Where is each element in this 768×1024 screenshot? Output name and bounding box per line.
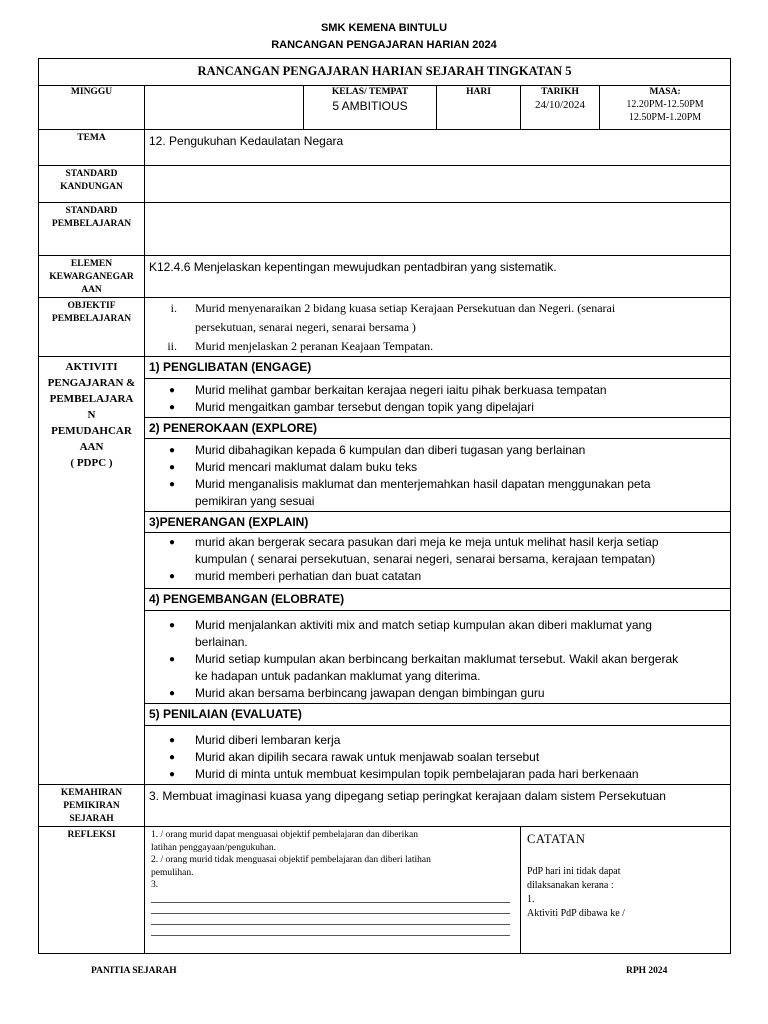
- minggu-value[interactable]: [145, 86, 304, 130]
- kelas-label: KELAS/ TEMPAT: [331, 87, 409, 97]
- writing-line: [151, 914, 510, 925]
- writing-line: [151, 892, 510, 903]
- aktiviti-label: AKTIVITI PENGAJARAN & PEMBELAJARA N PEMUDAHCAR AAN ( PDPC ): [39, 357, 145, 785]
- hari-label: HARI: [466, 87, 491, 97]
- elemen-kewarganegaraan-value[interactable]: K12.4.6 Menjelaskan kepentingan mewujudkan pentadbiran yang sistematik.: [145, 256, 731, 298]
- bullet-icon: ●: [168, 571, 176, 582]
- standard-pembelajaran-label: STANDARD PEMBELAJARAN: [39, 203, 145, 256]
- masa-label: MASA:: [649, 87, 681, 97]
- masa-value-1[interactable]: 12.20PM-12.50PM: [626, 99, 704, 110]
- list-item: ● Murid akan dipilih secara rawak untuk menjawab soalan tersebut: [149, 749, 726, 766]
- list-item: ● Murid dibahagikan kepada 6 kumpulan dan diberi tugasan yang berlainan: [149, 442, 726, 459]
- refleksi-value[interactable]: 1. / orang murid dapat menguasai objektif pembelajaran dan diberikan latihan penggayaan/pengukuhan. 2. / orang murid tidak menguasai objektif pembelajaran dan diberi latihan pemulihan. 3.: [145, 827, 521, 954]
- bullet-icon: ●: [168, 402, 176, 413]
- school-name: SMK KEMENA BINTULU: [320, 22, 448, 34]
- rph-table: [38, 58, 731, 954]
- standard-pembelajaran-value[interactable]: [145, 203, 731, 256]
- phase-elaborate-body: [145, 611, 731, 704]
- list-item: ● Murid diberi lembaran kerja: [149, 732, 726, 749]
- kelas-value[interactable]: 5 AMBITIOUS: [332, 99, 408, 113]
- bullet-icon: ●: [168, 462, 176, 473]
- phase-evaluate-body: [145, 726, 731, 785]
- list-item: ● Murid mencari maklumat dalam buku teks: [149, 459, 726, 476]
- list-item: ● Murid mengaitkan gambar tersebut dengan topik yang dipelajari: [149, 399, 726, 416]
- refleksi-label: REFLEKSI: [39, 827, 145, 954]
- bullet-icon: ●: [168, 620, 176, 631]
- bullet-icon: ●: [168, 769, 176, 780]
- objektif-label: OBJEKTIF PEMBELAJARAN: [39, 298, 145, 357]
- phase-explore-title: 2) PENEROKAAN (EXPLORE): [145, 418, 731, 439]
- phase-engage-body: [145, 379, 731, 418]
- elemen-kewarganegaraan-label: ELEMEN KEWARGANEGAR AAN: [39, 256, 145, 298]
- tarikh-value[interactable]: 24/10/2024: [534, 99, 586, 111]
- bullet-icon: ●: [168, 752, 176, 763]
- kemahiran-value[interactable]: 3. Membuat imaginasi kuasa yang dipegang setiap peringkat kerajaan dalam sistem Persekutuan: [145, 785, 731, 827]
- minggu-cell: [39, 86, 145, 130]
- kelas-cell: [304, 86, 437, 130]
- bullet-icon: ●: [168, 654, 176, 665]
- standard-kandungan-label: STANDARD KANDUNGAN: [39, 166, 145, 203]
- tarikh-label: TARIKH: [541, 87, 579, 97]
- footer-left: PANITIA SEJARAH: [91, 966, 177, 976]
- list-item: ● Murid melihat gambar berkaitan kerajaa negeri iaitu pihak berkuasa tempatan: [149, 382, 726, 399]
- standard-kandungan-value[interactable]: [145, 166, 731, 203]
- bullet-icon: ●: [168, 385, 176, 396]
- tema-value[interactable]: 12. Pengukuhan Kedaulatan Negara: [145, 130, 731, 166]
- bullet-icon: ●: [168, 688, 176, 699]
- list-item: ● Murid setiap kumpulan akan berbincang berkaitan maklumat tersebut. Wakil akan bergerak ke hadapan untuk padankan maklumat yang diterima.: [149, 651, 726, 685]
- list-item: ● murid akan bergerak secara pasukan dari meja ke meja untuk melihat hasil kerja setiap kumpulan ( senarai persekutuan, senarai negeri, senarai bersama, kerajaan tempatan): [149, 534, 726, 568]
- writing-line: [151, 903, 510, 914]
- phase-explore-body: [145, 439, 731, 512]
- kemahiran-label: KEMAHIRAN PEMIKIRAN SEJARAH: [39, 785, 145, 827]
- list-item: ● Murid menganalisis maklumat dan menterjemahkan hasil dapatan menggunakan peta pemikiran yang sesuai: [149, 476, 726, 510]
- bullet-icon: ●: [168, 735, 176, 746]
- catatan-body: PdP hari ini tidak dapat dilaksanakan kerana : 1. Aktiviti PdP dibawa ke /: [527, 866, 625, 919]
- hari-cell: [437, 86, 521, 130]
- phase-engage-title: 1) PENGLIBATAN (ENGAGE): [145, 357, 731, 379]
- list-item: ● Murid di minta untuk membuat kesimpulan topik pembelajaran pada hari berkenaan: [149, 766, 726, 783]
- catatan-title: CATATAN: [527, 832, 586, 846]
- footer-right: RPH 2024: [626, 966, 668, 976]
- objektif-list: [149, 299, 726, 356]
- bullet-icon: ●: [168, 445, 176, 456]
- phase-elaborate-title: 4) PENGEMBANGAN (ELOBRATE): [145, 589, 731, 611]
- masa-cell: [600, 86, 731, 130]
- masa-value-2[interactable]: 12.50PM-1.20PM: [628, 112, 702, 123]
- phase-evaluate-title: 5) PENILAIAN (EVALUATE): [145, 704, 731, 726]
- bullet-icon: ●: [168, 479, 176, 490]
- list-item: ● Murid menjalankan aktiviti mix and match setiap kumpulan akan diberi maklumat yang berlainan.: [149, 617, 726, 651]
- phase-explain-body: [145, 533, 731, 589]
- list-item: ● murid memberi perhatian dan buat catatan: [149, 568, 726, 585]
- minggu-label: MINGGU: [70, 87, 113, 97]
- tarikh-cell: [521, 86, 600, 130]
- writing-line: [151, 925, 510, 936]
- table-title: RANCANGAN PENGAJARAN HARIAN SEJARAH TINGKATAN 5: [39, 59, 731, 86]
- list-item: ● Murid akan bersama berbincang jawapan dengan bimbingan guru: [149, 685, 726, 702]
- tema-label: TEMA: [39, 130, 145, 166]
- phase-explain-title: 3)PENERANGAN (EXPLAIN): [145, 512, 731, 533]
- objektif-item: ii. Murid menjelaskan 2 peranan Keajaan Tempatan.: [167, 339, 434, 353]
- objektif-item: i. Murid menyenaraikan 2 bidang kuasa setiap Kerajaan Persekutuan dan Negeri. (senarai persekutuan, senarai negeri, senarai bersama ): [170, 301, 616, 334]
- bullet-icon: ●: [168, 537, 176, 548]
- document-subtitle: RANCANGAN PENGAJARAN HARIAN 2024: [271, 39, 497, 51]
- catatan-cell[interactable]: [521, 827, 731, 954]
- objektif-value[interactable]: [145, 298, 731, 357]
